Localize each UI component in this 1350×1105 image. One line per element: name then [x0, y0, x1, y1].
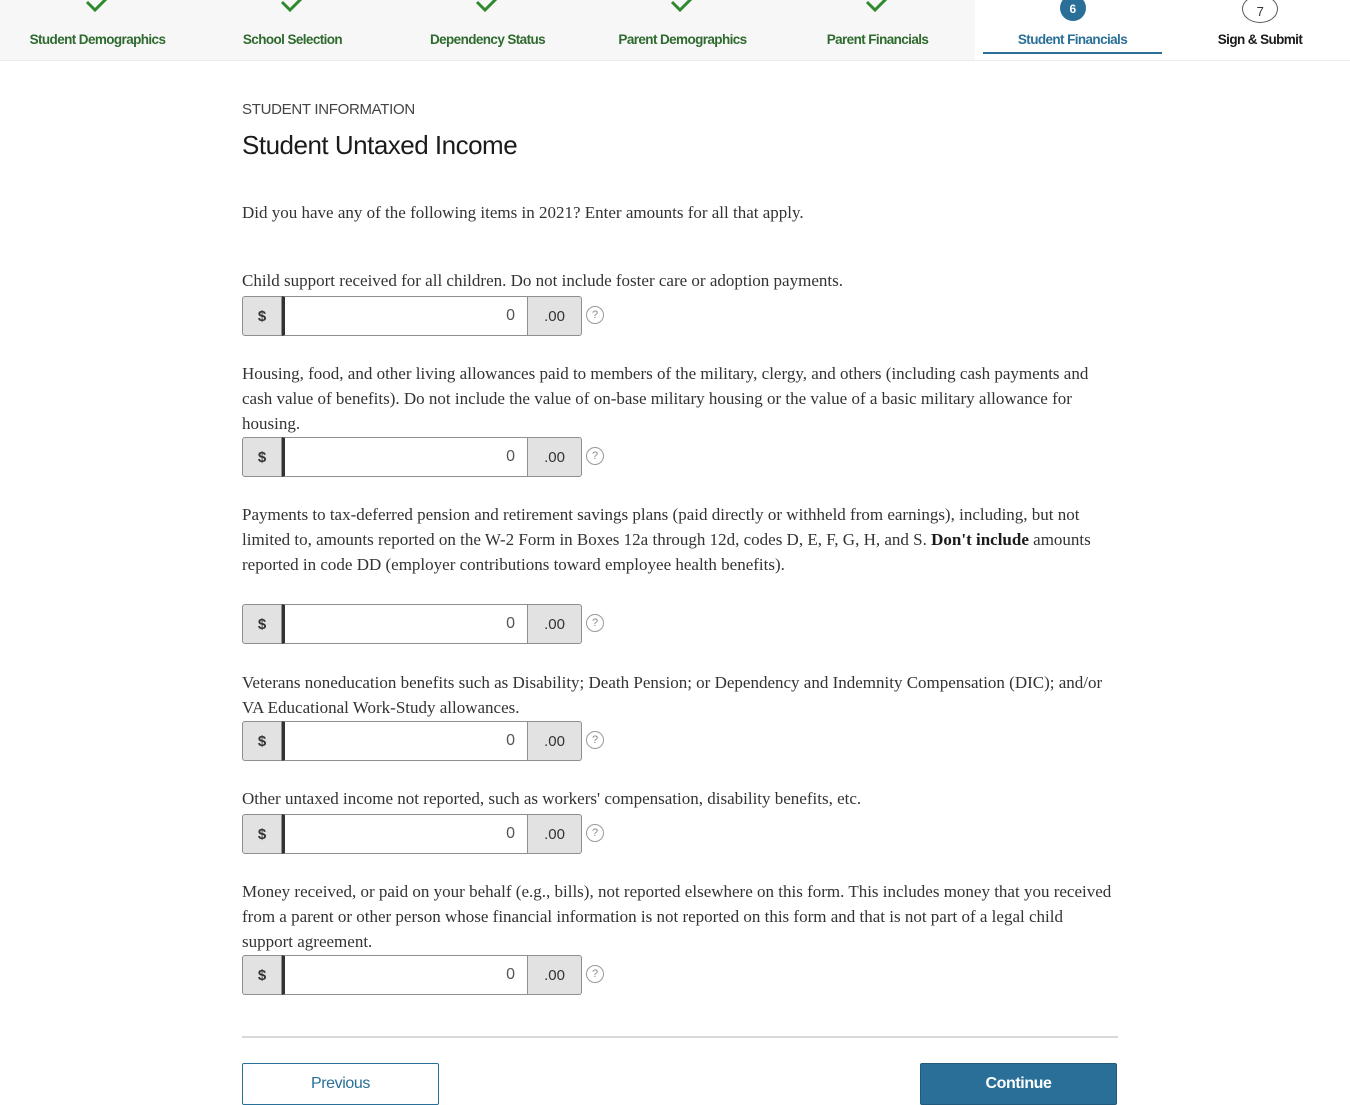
- step-number-badge: 6: [1060, 0, 1086, 21]
- other-untaxed-input[interactable]: [282, 814, 528, 854]
- question-pension-payments: [242, 502, 1118, 577]
- veterans-benefits-field: [242, 721, 599, 763]
- help-icon[interactable]: ?: [586, 731, 604, 749]
- veterans-benefits-input[interactable]: [282, 721, 528, 761]
- cents-suffix: .00: [528, 955, 582, 995]
- step-student-financials[interactable]: [975, 0, 1170, 60]
- housing-allowances-field: [242, 437, 599, 479]
- step-student-demographics[interactable]: [0, 0, 195, 60]
- step-label: Dependency Status: [429, 32, 546, 47]
- check-icon: [278, 0, 308, 24]
- step-school-selection[interactable]: [195, 0, 390, 60]
- currency-prefix: $: [242, 296, 282, 336]
- divider: [242, 1036, 1118, 1038]
- question-emphasis: Don't include: [931, 530, 1029, 549]
- check-icon: [863, 0, 893, 24]
- currency-prefix: $: [242, 604, 282, 644]
- step-dependency-status[interactable]: [390, 0, 585, 60]
- pension-payments-field: [242, 604, 599, 646]
- child-support-field: [242, 296, 599, 338]
- page-title: Student Untaxed Income: [242, 130, 518, 160]
- step-number-badge: 7: [1242, 0, 1278, 23]
- check-icon: [668, 0, 698, 24]
- step-label: Parent Demographics: [618, 32, 747, 47]
- step-label: Parent Financials: [826, 32, 929, 47]
- question-text: Payments to tax-deferred pension and retirement savings plans (paid directly or withheld from earnings), including, but not limited to, amounts reported on the W-2 Form in Boxes 12a through 12d, codes D, E, F, G, H, and S.: [242, 505, 1080, 549]
- cents-suffix: .00: [528, 296, 582, 336]
- question-text: amounts reported in code DD (employer contributions toward employee health benefits).: [242, 530, 1091, 574]
- section-eyebrow: STUDENT INFORMATION: [242, 101, 415, 118]
- step-label: School Selection: [242, 32, 343, 47]
- child-support-input[interactable]: [282, 296, 528, 336]
- housing-allowances-input[interactable]: [282, 437, 528, 477]
- cents-suffix: .00: [528, 721, 582, 761]
- help-icon[interactable]: ?: [586, 306, 604, 324]
- currency-prefix: $: [242, 437, 282, 477]
- progress-stepper: [0, 0, 1350, 61]
- help-icon[interactable]: ?: [586, 965, 604, 983]
- step-label: Sign & Submit: [1217, 32, 1303, 47]
- question-veterans-benefits: Veterans noneducation benefits such as Disability; Death Pension; or Dependency and Indemnity Compensation (DIC); and/or VA Educational Work-Study allowances.: [242, 673, 1103, 717]
- money-received-input[interactable]: [282, 955, 528, 995]
- continue-button[interactable]: Continue: [920, 1063, 1117, 1105]
- question-child-support: Child support received for all children. Do not include foster care or adoption payments.: [242, 271, 843, 290]
- help-icon[interactable]: ?: [586, 447, 604, 465]
- pension-payments-input[interactable]: [282, 604, 528, 644]
- question-housing-allowances: Housing, food, and other living allowances paid to members of the military, clergy, and others (including cash payments and cash value of benefits). Do not include the value of on-base military housing or the value of a basic military allowance for housing.: [242, 364, 1089, 433]
- cents-suffix: .00: [528, 604, 582, 644]
- previous-button[interactable]: Previous: [242, 1063, 439, 1105]
- help-icon[interactable]: ?: [586, 614, 604, 632]
- step-sign-submit[interactable]: [1170, 0, 1350, 60]
- currency-prefix: $: [242, 955, 282, 995]
- cents-suffix: .00: [528, 814, 582, 854]
- step-parent-financials[interactable]: [780, 0, 975, 60]
- currency-prefix: $: [242, 721, 282, 761]
- help-icon[interactable]: ?: [586, 824, 604, 842]
- question-other-untaxed: Other untaxed income not reported, such as workers' compensation, disability benefits, etc.: [242, 789, 862, 808]
- intro-text: Did you have any of the following items in 2021? Enter amounts for all that apply.: [242, 203, 804, 222]
- check-icon: [473, 0, 503, 24]
- other-untaxed-field: [242, 814, 599, 856]
- money-received-field: [242, 955, 599, 997]
- current-step-underline: [983, 52, 1162, 54]
- cents-suffix: .00: [528, 437, 582, 477]
- step-label: Student Financials: [1017, 32, 1128, 47]
- step-label: Student Demographics: [29, 32, 166, 47]
- step-parent-demographics[interactable]: [585, 0, 780, 60]
- question-money-received: Money received, or paid on your behalf (e.g., bills), not reported elsewhere on this form. This includes money that you received from a parent or other person whose financial information is not reported on this form and that is not part of a legal child support agreement.: [242, 882, 1112, 951]
- currency-prefix: $: [242, 814, 282, 854]
- check-icon: [83, 0, 113, 24]
